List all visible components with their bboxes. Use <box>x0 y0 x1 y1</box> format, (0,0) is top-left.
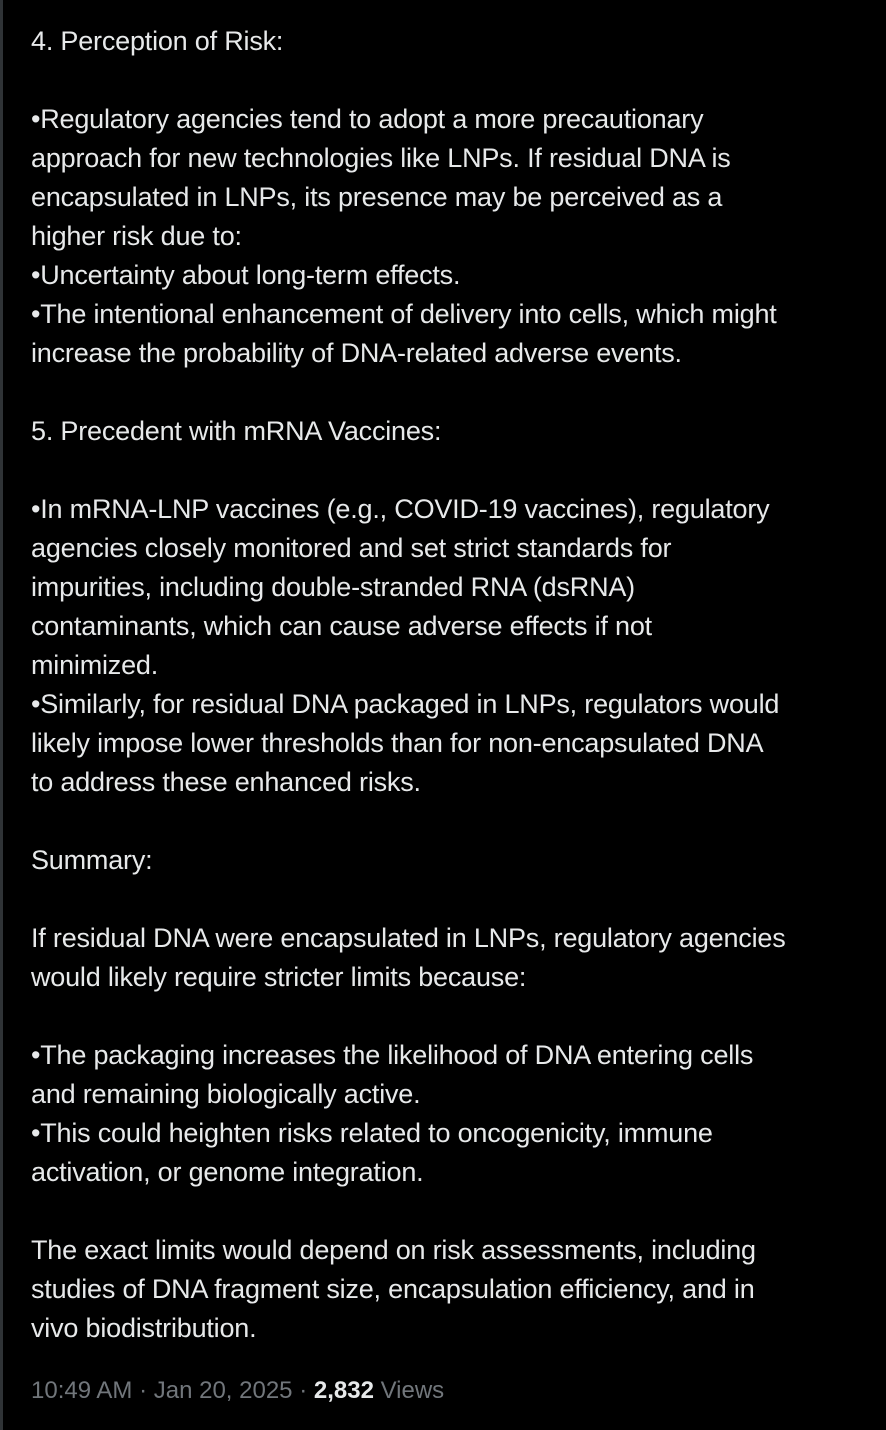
tweet-text-line: minimized. <box>31 650 159 680</box>
tweet-text-line: increase the probability of DNA-related adverse events. <box>31 338 682 368</box>
tweet-text-line <box>31 61 876 100</box>
tweet-text-line: likely impose lower thresholds than for non-encapsulated DNA <box>31 728 764 758</box>
thread-border <box>0 0 3 1430</box>
tweet-text-line: 5. Precedent with mRNA Vaccines: <box>31 416 442 446</box>
tweet-text-line: impurities, including double-stranded RNA (dsRNA) <box>31 572 635 602</box>
tweet-text-line: would likely require stricter limits because: <box>31 962 527 992</box>
tweet-text-line: •Similarly, for residual DNA packaged in LNPs, regulators would <box>31 689 780 719</box>
tweet-text-line: •The intentional enhancement of delivery into cells, which might <box>31 299 777 329</box>
tweet-text-line: approach for new technologies like LNPs. If residual DNA is <box>31 143 731 173</box>
tweet-text-line: agencies closely monitored and set strict standards for <box>31 533 672 563</box>
tweet-text-line: The exact limits would depend on risk assessments, including <box>31 1235 756 1265</box>
tweet-text-line: vivo biodistribution. <box>31 1313 257 1343</box>
tweet-text-line <box>31 451 876 490</box>
tweet-text-line: •In mRNA-LNP vaccines (e.g., COVID-19 vaccines), regulatory <box>31 494 770 524</box>
tweet-text-line: contaminants, which can cause adverse effects if not <box>31 611 652 641</box>
tweet-text-line: studies of DNA fragment size, encapsulation efficiency, and in <box>31 1274 755 1304</box>
tweet-text-line: If residual DNA were encapsulated in LNPs, regulatory agencies <box>31 923 786 953</box>
tweet-text-line: •The packaging increases the likelihood of DNA entering cells <box>31 1040 754 1070</box>
tweet-text-line: to address these enhanced risks. <box>31 767 421 797</box>
tweet-time-link[interactable]: 10:49 AM <box>31 1377 133 1404</box>
views-count: 2,832 <box>313 1377 374 1404</box>
views-label: Views <box>373 1377 445 1404</box>
tweet-text-line <box>31 880 876 919</box>
tweet-text-line <box>31 802 876 841</box>
separator: · <box>132 1377 154 1404</box>
tweet-text-line: 4. Perception of Risk: <box>31 26 284 56</box>
tweet-date-link[interactable]: Jan 20, 2025 <box>153 1377 293 1404</box>
tweet-text-line: activation, or genome integration. <box>31 1157 424 1187</box>
tweet-text-line: •Regulatory agencies tend to adopt a more precautionary <box>31 104 704 134</box>
tweet-text-line: encapsulated in LNPs, its presence may be perceived as a <box>31 182 723 212</box>
tweet-text-line: •Uncertainty about long-term effects. <box>31 260 461 290</box>
tweet-text-line <box>31 373 876 412</box>
tweet-text-line: Summary: <box>31 845 153 875</box>
tweet-text-line <box>31 997 876 1036</box>
tweet-text-line: higher risk due to: <box>31 221 242 251</box>
tweet-text-line: •This could heighten risks related to oncogenicity, immune <box>31 1118 713 1148</box>
tweet-text-line <box>31 1192 876 1231</box>
tweet-text-line: and remaining biologically active. <box>31 1079 421 1109</box>
separator: · <box>292 1377 314 1404</box>
tweet-text <box>31 22 876 1348</box>
tweet-metadata <box>31 1373 444 1409</box>
